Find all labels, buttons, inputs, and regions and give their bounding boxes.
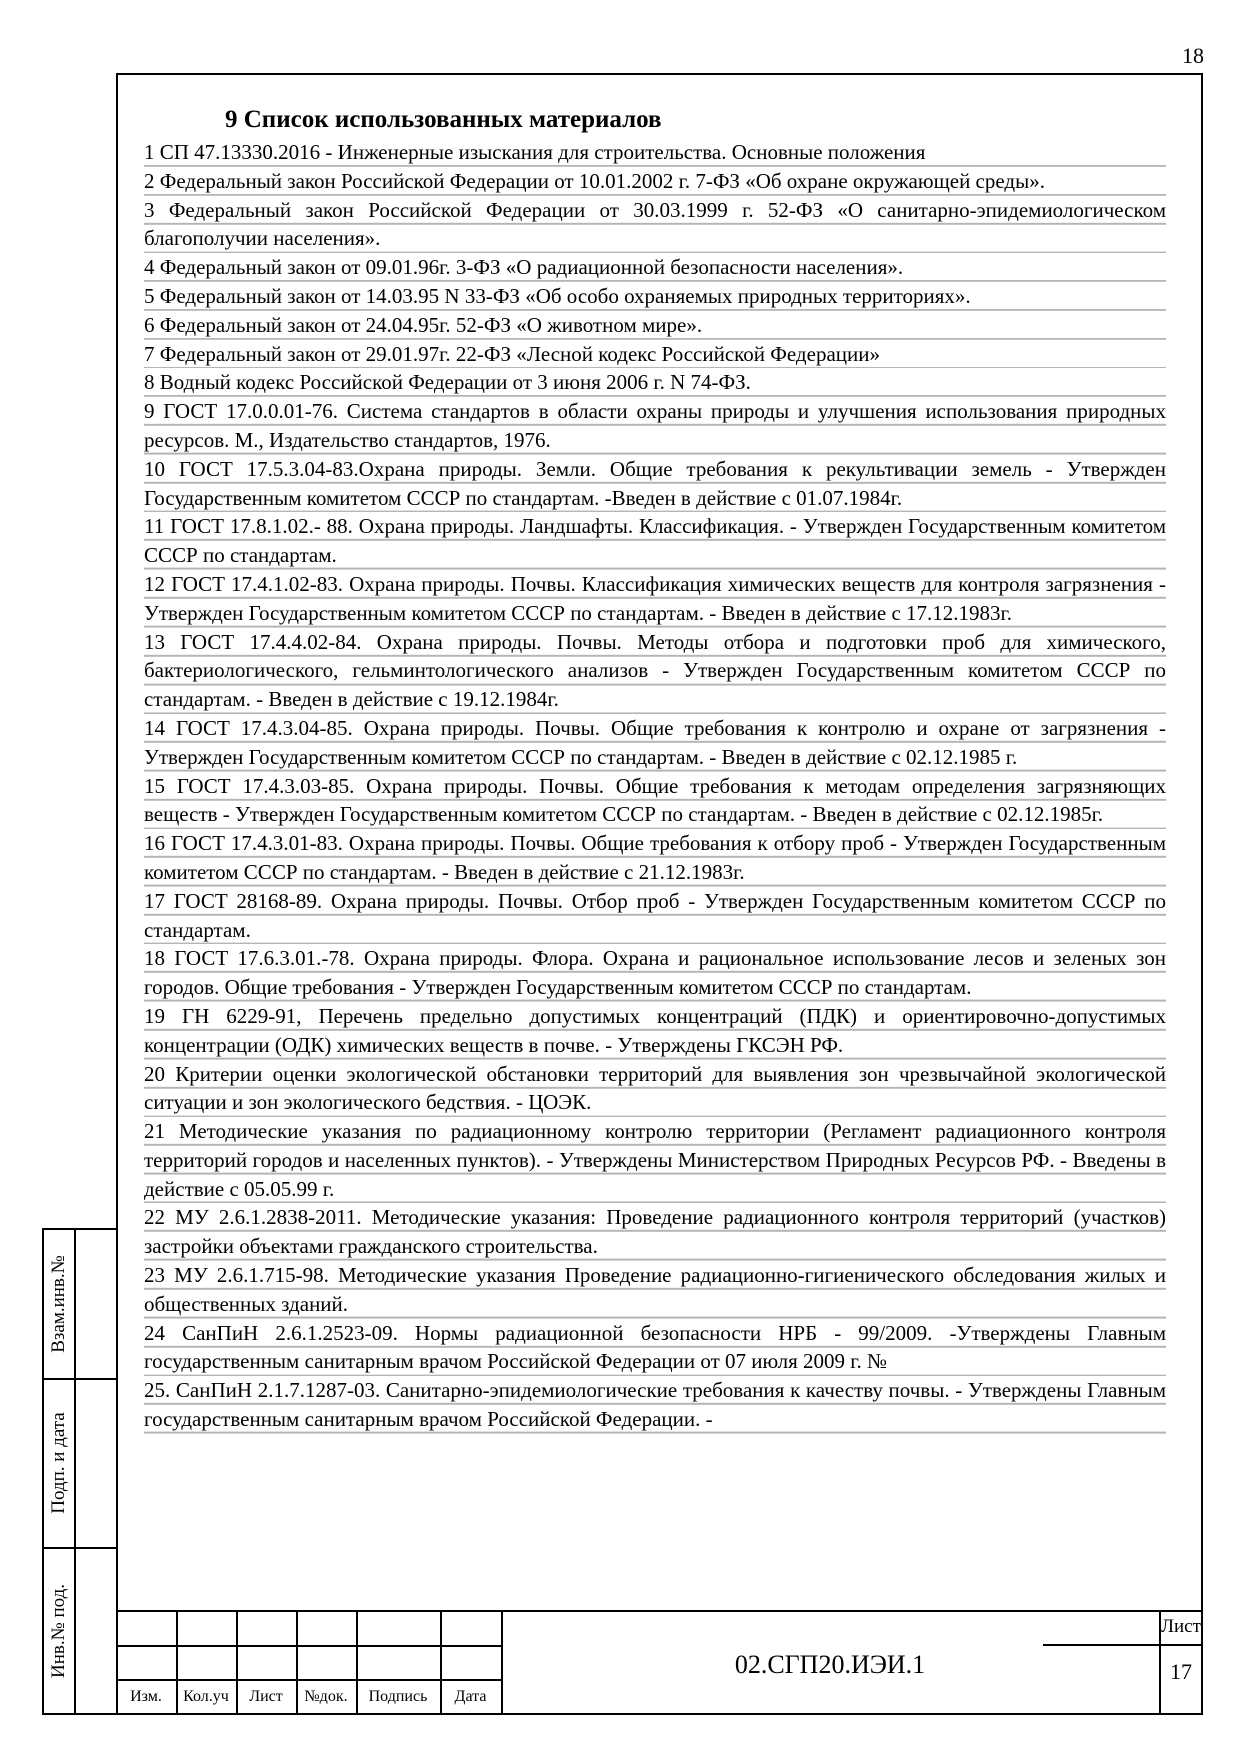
title-block-col-izm: Изм. <box>130 1688 162 1705</box>
reference-item-14: 14 ГОСТ 17.4.3.04-85. Охрана природы. Почвы. Общие требования к контролю и охране от загрязнения - Утвержден Государственным комитетом СССР по стандартам. - Введен в действие с 02.12.1985 г. <box>144 714 1166 772</box>
document-body <box>144 102 1166 1434</box>
title-block-col-list: Лист <box>249 1688 283 1705</box>
reference-item-2: 2 Федеральный закон Российской Федерации от 10.01.2002 г. 7-ФЗ «Об охране окружающей среды». <box>144 167 1166 196</box>
reference-item-24: 24 СанПиН 2.6.1.2523-09. Нормы радиационной безопасности НРБ - 99/2009. -Утверждены Главным государственным санитарным врачом Российской Федерации от 07 июля 2009 г. № <box>144 1319 1166 1377</box>
reference-item-7: 7 Федеральный закон от 29.01.97г. 22-ФЗ «Лесной кодекс Российской Федерации» <box>144 340 1166 369</box>
title-block-col-kol-uch: Кол.уч <box>183 1688 229 1705</box>
reference-item-18: 18 ГОСТ 17.6.3.01.-78. Охрана природы. Флора. Охрана и рациональное использование лесов и зеленых зон городов. Общие требования - Утвержден Государственным комитетом СССР по стандартам. <box>144 944 1166 1002</box>
reference-item-9: 9 ГОСТ 17.0.0.01-76. Система стандартов в области охраны природы и улучшения использования природных ресурсов. М., Издательство стандартов, 1976. <box>144 397 1166 455</box>
reference-item-3: 3 Федеральный закон Российской Федерации от 30.03.1999 г. 52-ФЗ «О санитарно-эпидемиологическом благополучии населения». <box>144 196 1166 254</box>
reference-item-21: 21 Методические указания по радиационному контролю территории (Регламент радиационного контроля территорий городов и населенных пунктов). - Утверждены Министерством Природных Ресурсов РФ. - Введены в действие с 05.05.99 г. <box>144 1117 1166 1203</box>
reference-item-23: 23 МУ 2.6.1.715-98. Методические указания Проведение радиационно-гигиенического обследования жилых и общественных зданий. <box>144 1261 1166 1319</box>
reference-item-19: 19 ГН 6229-91, Перечень предельно допустимых концентраций (ПДК) и ориентировочно-допустимых концентрации (ОДК) химических веществ в почве. - Утверждены ГКСЭН РФ. <box>144 1002 1166 1060</box>
side-label-inv-zam: Взам.инв.№ <box>48 1255 70 1353</box>
sheet-number: 17 <box>1170 1659 1192 1684</box>
reference-item-15: 15 ГОСТ 17.4.3.03-85. Охрана природы. Почвы. Общие требования к методам определения загрязняющих веществ - Утвержден Государственным комитетом СССР по стандартам. - Введен в действие с 02.12.1985г. <box>144 772 1166 830</box>
side-stamp <box>42 1228 116 1715</box>
reference-item-22: 22 МУ 2.6.1.2838-2011. Методические указания: Проведение радиационного контроля территорий (участков) застройки объектами гражданского строительства. <box>144 1203 1166 1261</box>
reference-item-8: 8 Водный кодекс Российской Федерации от 3 июня 2006 г. N 74-ФЗ. <box>144 368 1166 397</box>
side-label-sign-date: Подп. и дата <box>48 1411 70 1514</box>
reference-item-17: 17 ГОСТ 28168-89. Охрана природы. Почвы. Отбор проб - Утвержден Государственным комитетом СССР по стандартам. <box>144 887 1166 945</box>
references-list <box>144 138 1166 1434</box>
side-label-inv-orig: Инв.№ под. <box>48 1583 69 1679</box>
title-block-col-ndok: №док. <box>304 1688 348 1705</box>
reference-item-13: 13 ГОСТ 17.4.4.02-84. Охрана природы. Почвы. Методы отбора и подготовки проб для химического, бактериологического, гельминтологического анализов - Утвержден Государственным комитетом СССР по стандартам. - Введен в действие с 19.12.1984г. <box>144 628 1166 714</box>
reference-item-20: 20 Критерии оценки экологической обстановки территорий для выявления зон чрезвычайной экологической ситуации и зон экологического бедствия. - ЦОЭК. <box>144 1060 1166 1118</box>
title-block-col-podpis: Подпись <box>368 1688 428 1705</box>
reference-item-6: 6 Федеральный закон от 24.04.95г. 52-ФЗ «О животном мире». <box>144 311 1166 340</box>
section-title: 9 Список использованных материалов <box>225 106 662 133</box>
reference-item-4: 4 Федеральный закон от 09.01.96г. 3-ФЗ «О радиационной безопасности населения». <box>144 253 1166 282</box>
reference-item-5: 5 Федеральный закон от 14.03.95 N 33-ФЗ «Об особо охраняемых природных территориях». <box>144 282 1166 311</box>
reference-item-25: 25. СанПиН 2.1.7.1287-03. Санитарно-эпидемиологические требования к качеству почвы. - Утверждены Главным государственным санитарным врачом Российской Федерации. - <box>144 1376 1166 1434</box>
page-number: 18 <box>1182 43 1204 68</box>
reference-item-11: 11 ГОСТ 17.8.1.02.- 88. Охрана природы. Ландшафты. Классификация. - Утвержден Государственным комитетом СССР по стандартам. <box>144 512 1166 570</box>
title-block <box>116 1610 1203 1715</box>
sheet-label: Лист <box>1161 1616 1201 1637</box>
reference-item-16: 16 ГОСТ 17.4.3.01-83. Охрана природы. Почвы. Общие требования к отбору проб - Утвержден Государственным комитетом СССР по стандартам. - Введен в действие с 21.12.1983г. <box>144 829 1166 887</box>
title-block-col-data: Дата <box>454 1688 487 1705</box>
reference-item-12: 12 ГОСТ 17.4.1.02-83. Охрана природы. Почвы. Классификация химических веществ для контроля загрязнения - Утвержден Государственным комитетом СССР по стандартам. - Введен в действие с 17.12.1983г. <box>144 570 1166 628</box>
reference-item-10: 10 ГОСТ 17.5.3.04-83.Охрана природы. Земли. Общие требования к рекультивации земель - Утвержден Государственным комитетом СССР по стандартам. -Введен в действие с 01.07.1984г. <box>144 455 1166 513</box>
reference-item-1: 1 СП 47.13330.2016 - Инженерные изыскания для строительства. Основные положения <box>144 138 1166 167</box>
document-code: 02.СГП20.ИЭИ.1 <box>734 1650 926 1679</box>
